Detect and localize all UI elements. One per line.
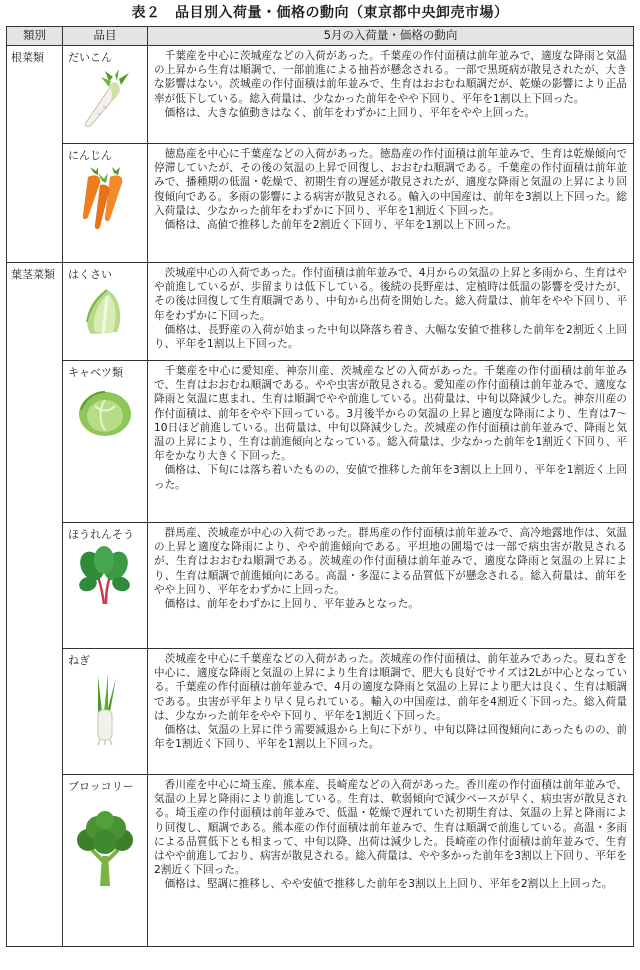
trend-cell [148, 361, 634, 523]
header-category: 類別 [7, 27, 63, 46]
table-row [7, 775, 634, 947]
price-text: 価格は、長野産の入荷が始まった中旬以降落ち着き、大幅な安値で推移した前年を2割近く上回り、平年を1割以上下回った。 [154, 323, 627, 351]
item-cell [63, 46, 148, 144]
broccoli-icon [74, 810, 136, 890]
item-cell [63, 144, 148, 263]
item-name: はくさい [68, 268, 112, 281]
item-cell [63, 361, 148, 523]
item-name: キャベツ類 [68, 366, 123, 379]
item-cell [63, 263, 148, 361]
item-name: ブロッコリー [68, 780, 134, 793]
table-row [7, 263, 634, 361]
page-title: 表２ 品目別入荷量・価格の動向（東京都中央卸売市場） [131, 5, 509, 21]
price-text: 価格は、下旬には落ち着いたものの、安値で推移した前年を3割以上上回り、平年を1割近く上回った。 [154, 464, 627, 491]
trend-cell [148, 523, 634, 649]
cabbage-icon [75, 384, 135, 438]
item-name: ねぎ [68, 654, 90, 667]
trend-cell [148, 46, 634, 144]
trend-text: 徳島産を中心に千葉産などの入荷があった。徳島産の作付面積は前年並みで、生育は乾燥傾向で停滞していたが、その後の気温の上昇で回復し、おおむね順調である。千葉産の作付面積は前年並みで、播種期の低温・乾燥で、初期生育の遅延が散見されたが、適度な降雨と気温の上昇により回復傾向である。多雨の影響による病害が散見される。輸入の中国産は、前年を3割以上下回った。総入荷量は、少なかった前年をわずかに下回り、平年を1割近く下回った。 [154, 148, 627, 217]
price-text: 価格は、堅調に推移し、やや安値で推移した前年を3割以上上回り、平年を2割以上上回った。 [164, 878, 613, 891]
item-name: にんじん [68, 149, 112, 162]
spinach-icon [76, 546, 134, 608]
table-header-row [7, 27, 634, 46]
trend-cell [148, 649, 634, 775]
table-row [7, 144, 634, 263]
hakusai-icon [77, 286, 133, 338]
trend-text: 群馬産、茨城産が中心の入荷であった。群馬産の作付面積は前年並みで、高冷地露地作は、気温の上昇と適度な降雨により、やや前進傾向である。平坦地の圃場では一部で病虫害が散見されるが、生育はおおむね順調である。茨城産の作付面積は前年並みで、適度な降雨と気温の上昇により、生育は順調で前進傾向にある。高温・多湿による品質低下が懸念される。総入荷量は、前年をやや上回り、平年をわずかに上回った。 [154, 527, 627, 596]
price-text: 価格は、大きな値動きはなく、前年をわずかに上回り、平年をやや上回った。 [164, 106, 536, 119]
header-item: 品目 [63, 27, 148, 46]
table-row [7, 46, 634, 144]
produce-table [6, 26, 634, 947]
item-cell [63, 649, 148, 775]
price-text: 価格は、前年をわずかに上回り、平年並みとなった。 [164, 598, 419, 611]
table-row [7, 361, 634, 523]
item-name: だいこん [68, 51, 112, 64]
item-name: ほうれんそう [68, 528, 134, 541]
category-cell: 葉茎菜類 [7, 263, 63, 947]
trend-cell [148, 775, 634, 947]
item-cell [63, 775, 148, 947]
table-row [7, 523, 634, 649]
trend-text: 香川産を中心に埼玉産、熊本産、長崎産などの入荷があった。香川産の作付面積は前年並みで、気温の上昇と降雨により前進している。生育は、軟弱傾向で減少ペースが早く、病虫害が散見される。埼玉産の作付面積は前年並みで、低温・乾燥で遅れていた初期生育は、気温の上昇と降雨により回復し、順調である。熊本産の作付面積は前年並みで、生育は順調で前進している。高温・多雨による品質低下とも相まって、中旬以降、出荷は減少した。長崎産の作付面積は前年並みで、生育はやや前進しており、病害が散見される。総入荷量は、やや多かった前年を3割以上下回り、平年を2割近く下回った。 [154, 779, 627, 877]
trend-text: 茨城産を中心に千葉産などの入荷があった。茨城産の作付面積は、前年並みであった。夏ねぎを中心に、適度な降雨と気温の上昇により生育は順調で、肥大も良好でサイズは2Lが中心となっている。千葉産の作付面積は前年並みで、4月の適度な降雨と気温の上昇により肥大は良く、生育は順調である。虫害が平年より早く見られている。輸入の中国産は、前年を4割近く下回った。総入荷量は、少なかった前年をやや下回り、平年を1割近く下回った。 [154, 653, 627, 722]
trend-cell [148, 263, 634, 361]
price-text: 価格は、高値で推移した前年を2割近く下回り、平年を1割以上下回った。 [164, 219, 518, 232]
category-cell: 根菜類 [7, 46, 63, 263]
table-row [7, 649, 634, 775]
trend-text: 千葉産を中心に茨城産などの入荷があった。千葉産の作付面積は前年並みで、適度な降雨と気温の上昇から生育は順調で、一部前進による抽苔が懸念される。一部で黒斑病が散見されたが、大きな影響はない。茨城産の作付面積は前年並みで、生育はおおむね順調だが、乾燥の影響により正品率が低下している。総入荷量は、少なかった前年をやや下回り、平年を1割以上下回った。 [154, 50, 627, 105]
carrot-icon [74, 167, 136, 233]
trend-cell [148, 144, 634, 263]
price-text: 価格は、気温の上昇に伴う需要減退から上旬に下がり、中旬以降は回復傾向にあったものの、前年を1割近く下回り、平年を1割以上下回った。 [154, 724, 627, 751]
negi-icon [78, 672, 132, 746]
item-cell [63, 523, 148, 649]
daikon-icon [75, 69, 135, 131]
trend-text: 茨城産中心の入荷であった。作付面積は前年並みで、4月からの気温の上昇と多雨から、生育はやや前進しているが、歩留まりは低下している。後続の長野産は、定植時は低温の影響を受けたが、その後は回復して生育順調であり、中旬から出荷を開始した。総入荷量は、前年をやや下回り、平年をわずかに下回った。 [154, 267, 627, 322]
header-trend: 5月の入荷量・価格の動向 [148, 27, 634, 46]
trend-text: 千葉産を中心に愛知産、神奈川産、茨城産などの入荷があった。千葉産の作付面積は前年並みで、生育はおおむね順調である。やや虫害が散見される。愛知産の作付面積は前年並みで、適度な降雨と気温に恵まれ、生育は順調でやや前進している。出荷量は、中旬以降減少した。神奈川産の作付面積は、前年をやや下回っている。3月後半からの気温の上昇と適度な降雨により、生育は7～10日ほど前進している。出荷量は、中旬以降減少した。茨城産の作付面積は前年並みで、降雨と気温の上昇により、生育は前進傾向となっている。総入荷量は、少なかった前年を1割近く下回り、平年をかなり大きく下回った。 [154, 365, 627, 463]
